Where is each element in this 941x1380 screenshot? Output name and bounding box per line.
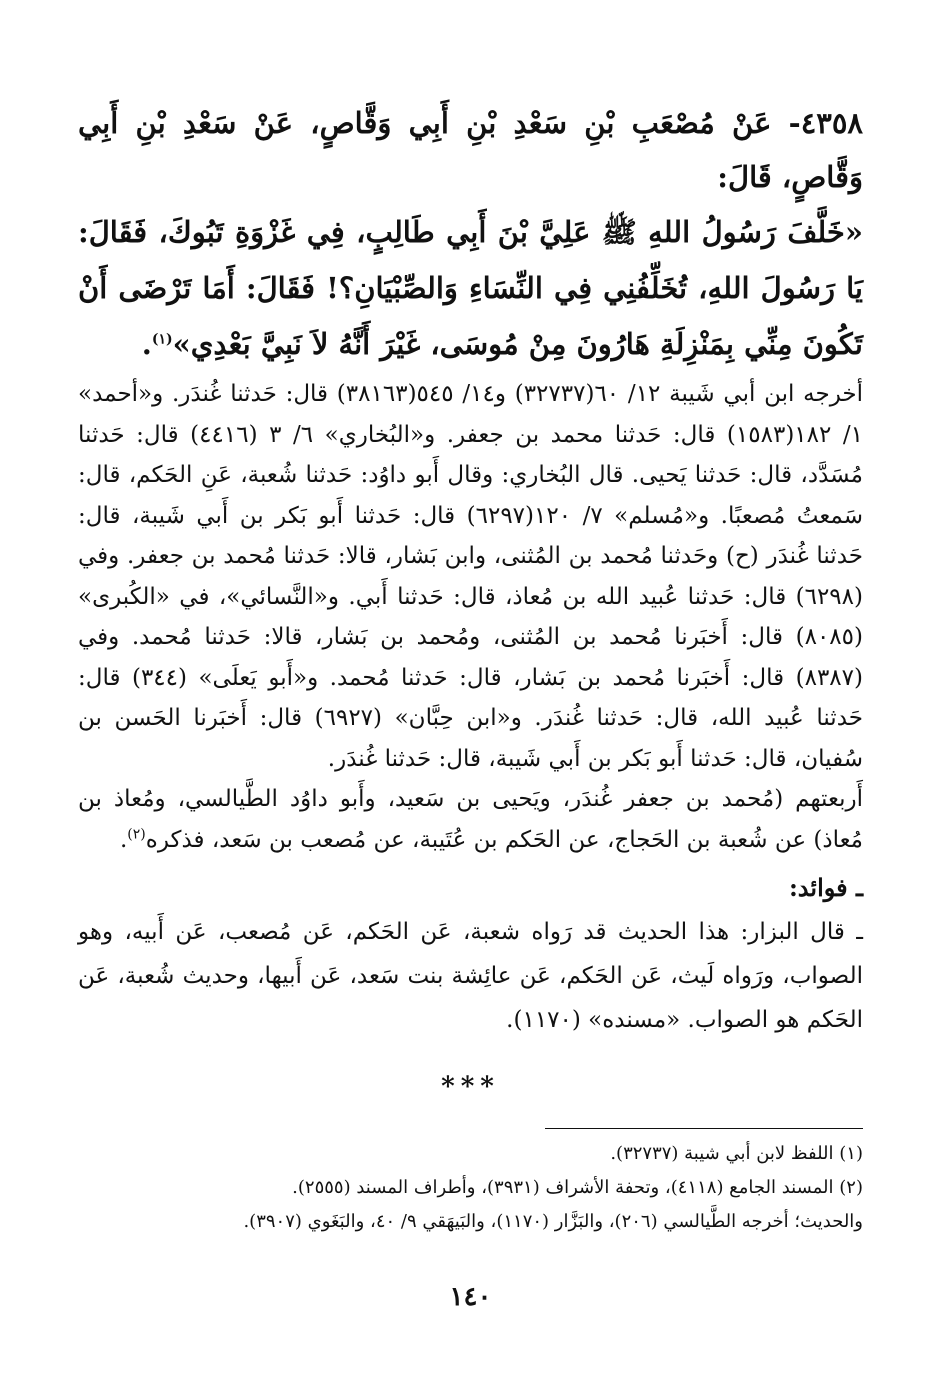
- takhrij-paragraph-2-text: أَربعتهم (مُحمد بن جعفر غُندَر، ويَحيى بن سَعيد، وأَبو داوُد الطَّيالسي، ومُعاذ بن مُعاذ) عن شُعبة بن الحَجاج، عن الحَكم بن عُتَيبة، عن مُصعب بن سَعد، فذكره: [78, 786, 863, 853]
- hadith-matn-text: «خَلَّفَ رَسُولُ اللهِ ﷺ عَلِيَّ بْنَ أَبِي طَالِبٍ، فِي غَزْوَةِ تَبُوكَ، فَقَالَ: يَا رَسُولَ اللهِ، تُخَلِّفُنِي فِي النِّسَاءِ وَالصِّبْيَانِ؟! فَقَالَ: أَمَا تَرْضَى أَنْ تَكُونَ مِنِّي بِمَنْزِلَةِ هَارُونَ مِنْ مُوسَى، غَيْرَ أَنَّهُ لاَ نَبِيَّ بَعْدِي»: [78, 215, 863, 361]
- hadith-text: «خَلَّفَ رَسُولُ اللهِ ﷺ عَلِيَّ بْنَ أَبِي طَالِبٍ، فِي غَزْوَةِ تَبُوكَ، فَقَالَ: يَا رَسُولَ اللهِ، تُخَلِّفُنِي فِي النِّسَاءِ وَالصِّبْيَانِ؟! فَقَالَ: أَمَا تَرْضَى أَنْ تَكُونَ مِنِّي بِمَنْزِلَةِ هَارُونَ مِنْ مُوسَى، غَيْرَ أَنَّهُ لاَ نَبِيَّ بَعْدِي»$^{(١)}$.: [78, 215, 863, 361]
- benefit-item: ـ قال البزار: هذا الحديث قد رَواه شعبة، عَن الحَكم، عَن مُصعب، عَن أَبيه، وهو الصواب، ورَواه لَيث، عَن الحَكم، عَن عائِشة بنت سَعد، عَن أَبيها، وحديث شُعبة، عَن الحَكم هو الصواب. «مسنده» (١١٧٠).: [78, 919, 863, 1033]
- footnotes: [78, 1137, 863, 1239]
- footnote-2-continued: والحديث؛ أخرجه الطَّيالسي (٢٠٦)، والبَزَّار (١١٧٠)، والبَيهَقي ٩/ ٤٠، والبَغَوي (٣٩٠٧).: [243, 1211, 863, 1232]
- takhrij-paragraph-2: أَربعتهم (مُحمد بن جعفر غُندَر، ويَحيى بن سَعيد، وأَبو داوُد الطَّيالسي، ومُعاذ بن مُعاذ) عن شُعبة بن الحَجاج، عن الحَكم بن عُتَيبة، عن مُصعب بن سَعد، فذكره$^{(٢)}$.: [78, 786, 863, 853]
- footnote-ref-1: (١): [151, 331, 173, 348]
- footnote-divider: [545, 1128, 863, 1129]
- benefits-title: ـ فوائد:: [788, 873, 863, 902]
- section-separator: ***: [441, 1072, 500, 1102]
- takhrij-paragraph-1: أخرجه ابن أبي شَيبة ١٢/ ٦٠(٣٢٧٣٧) و١٤/ ٥٤٥(٣٨١٦٣) قال: حَدثنا غُندَر. و«أحمد» ١/ ١٨٢(١٥٨٣) قال: حَدثنا محمد بن جعفر. و«البُخاري» ٦/ ٣ (٤٤١٦) قال: حَدثنا مُسَدَّد، قال: حَدثنا يَحيى. قال البُخاري: وقال أَبو داوُد: حَدثنا شُعبة، عَنِ الحَكم، قال: سَمعتُ مُصعبًا. و«مُسلم» ٧/ ١٢٠(٦٢٩٧) قال: حَدثنا أَبو بَكر بن أَبي شَيبة، قال: حَدثنا غُندَر (ح) وحَدثنا مُحمد بن المُثنى، وابن بَشار، قالا: حَدثنا مُحمد بن جعفر. وفي (٦٢٩٨) قال: حَدثنا عُبيد الله بن مُعاذ، قال: حَدثنا أَبي. و«النَّسائي»، في «الكُبرى» (٨٠٨٥) قال: أَخبَرنا مُحمد بن المُثنى، ومُحمد بن بَشار، قالا: حَدثنا مُحمد. وفي (٨٣٨٧) قال: أَخبَرنا مُحمد بن بَشار، قال: حَدثنا مُحمد. و«أَبو يَعلَى» (٣٤٤) قال: حَدثنا عُبيد الله، قال: حَدثنا غُندَر. و«ابن حِبَّان» (٦٩٢٧) قال: أَخبَرنا الحَسن بن سُفيان، قال: حَدثنا أَبو بَكر بن أَبي شَيبة، قال: حَدثنا غُندَر.: [78, 381, 864, 772]
- footnote-2: (٢) المسند الجامع (٤١١٨)، وتحفة الأشراف (٣٩٣١)، وأطراف المسند (٢٥٥٥).: [292, 1177, 863, 1198]
- footnote-1: (١) اللفظ لابن أبي شيبة (٣٢٧٣٧).: [610, 1143, 863, 1164]
- footnote-ref-2: (٢): [127, 825, 146, 842]
- page-number: ١٤٠: [449, 1282, 492, 1312]
- hadith-header: ٤٣٥٨- عَنْ مُصْعَبِ بْنِ سَعْدِ بْنِ أَبِي وَقَّاصٍ، عَنْ سَعْدِ بْنِ أَبِي وَقَّاصٍ، قَالَ:: [78, 106, 863, 194]
